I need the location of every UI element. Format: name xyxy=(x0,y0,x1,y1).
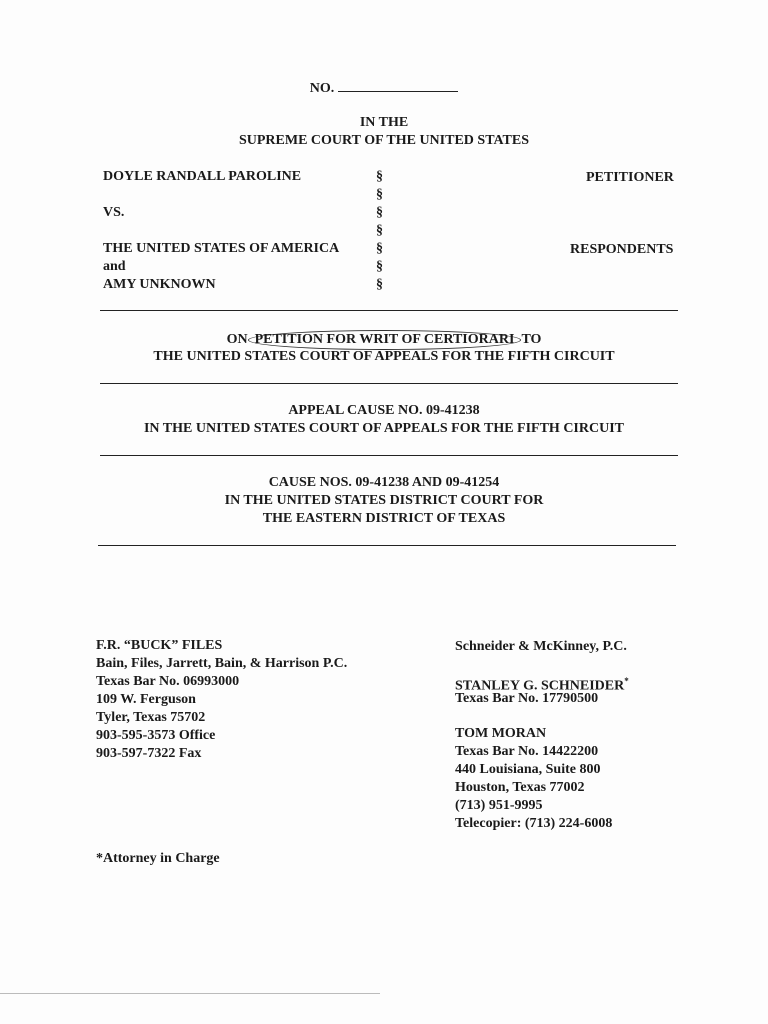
section-symbol: § xyxy=(376,169,383,184)
counsel-right-telecopier: Telecopier: (713) 224-6008 xyxy=(455,816,613,831)
district-name-line: THE EASTERN DISTRICT OF TEXAS xyxy=(262,511,506,526)
section-symbol-column xyxy=(376,168,400,294)
counsel-left-office-phone: 903-595-3573 Office xyxy=(96,728,216,743)
and-label: and xyxy=(103,259,126,274)
case-number-line xyxy=(0,79,768,98)
appeal-court-line: IN THE UNITED STATES COURT OF APPEALS FOR THE FIFTH CIRCUIT xyxy=(143,421,624,436)
court-heading: SUPREME COURT OF THE UNITED STATES xyxy=(238,133,530,148)
divider-rule xyxy=(100,383,678,384)
petition-heading-line2: THE UNITED STATES COURT OF APPEALS FOR THE FIFTH CIRCUIT xyxy=(153,349,615,364)
counsel-left-name: F.R. “BUCK” FILES xyxy=(96,638,223,653)
section-symbol: § xyxy=(376,241,383,256)
section-symbol: § xyxy=(376,277,383,292)
counsel-right-phone: (713) 951-9995 xyxy=(455,798,543,813)
petition-heading-line1 xyxy=(0,330,768,350)
counsel-right-attorney-2: TOM MORAN xyxy=(455,726,547,741)
respondent-usa: THE UNITED STATES OF AMERICA xyxy=(103,241,340,256)
section-symbol: § xyxy=(376,259,383,274)
attorney-in-charge-mark: * xyxy=(624,676,629,686)
district-cause-line: CAUSE NOS. 09-41238 AND 09-41254 xyxy=(268,475,500,490)
divider-rule xyxy=(100,455,678,456)
petition-prefix: ON xyxy=(226,332,248,347)
attorney-1-name: STANLEY G. SCHNEIDER xyxy=(455,678,625,694)
page-bottom-rule xyxy=(0,993,380,994)
respondent-amy: AMY UNKNOWN xyxy=(103,277,216,292)
counsel-left-city: Tyler, Texas 75702 xyxy=(96,710,206,725)
divider-rule xyxy=(100,310,678,311)
section-symbol: § xyxy=(376,223,383,238)
counsel-right-city: Houston, Texas 77002 xyxy=(455,780,585,795)
counsel-left-bar: Texas Bar No. 06993000 xyxy=(96,674,240,689)
case-number-label: NO. xyxy=(309,81,335,96)
section-symbol: § xyxy=(376,187,383,202)
in-the-heading: IN THE xyxy=(359,115,409,130)
section-symbol: § xyxy=(376,205,383,220)
footnote-attorney-in-charge: *Attorney in Charge xyxy=(96,851,220,866)
respondents-role: RESPONDENTS xyxy=(570,242,674,257)
counsel-right-street: 440 Louisiana, Suite 800 xyxy=(455,762,601,777)
appeal-cause-line: APPEAL CAUSE NO. 09-41238 xyxy=(288,403,480,418)
district-court-line: IN THE UNITED STATES DISTRICT COURT FOR xyxy=(224,493,544,508)
counsel-right-firm: Schneider & McKinney, P.C. xyxy=(455,639,627,654)
counsel-right-attorney-1-bar: Texas Bar No. 17790500 xyxy=(455,691,599,706)
petitioner-role: PETITIONER xyxy=(586,170,674,185)
case-number-blank xyxy=(338,79,458,92)
divider-rule xyxy=(98,545,676,546)
versus-label: VS. xyxy=(103,205,125,220)
counsel-right-attorney-2-bar: Texas Bar No. 14422200 xyxy=(455,744,599,759)
petition-suffix: TO xyxy=(521,332,542,347)
petitioner-name: DOYLE RANDALL PAROLINE xyxy=(103,169,302,184)
counsel-left-firm: Bain, Files, Jarrett, Bain, & Harrison P.C. xyxy=(96,656,348,671)
counsel-left-street: 109 W. Ferguson xyxy=(96,692,196,707)
petition-writ-text: PETITION FOR WRIT OF CERTIORARI xyxy=(248,330,522,350)
counsel-left-fax: 903-597-7322 Fax xyxy=(96,746,202,761)
